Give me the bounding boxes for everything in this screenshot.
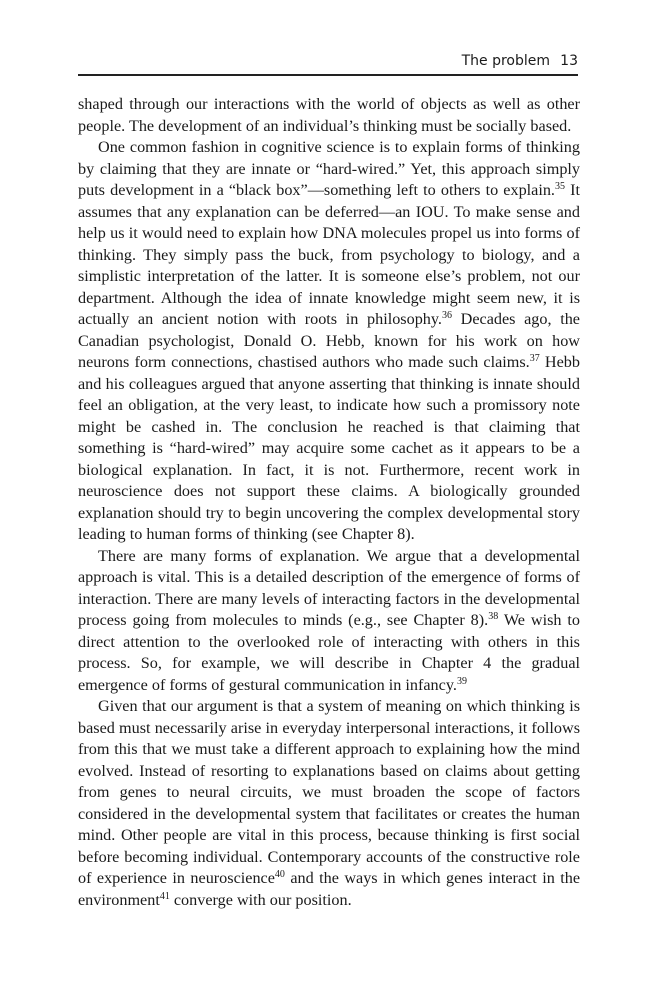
- paragraph: [78, 137, 580, 546]
- footnote-ref[interactable]: 35: [554, 181, 565, 192]
- text-run: There are many forms of explanation. We argue that a developmental approach is vital. This is a detailed description of the emergence of forms of interaction. There are many levels of interacting factors in the developmental process going from molecules to minds (e.g., see Chapter 8).: [78, 546, 580, 629]
- text-run: Hebb and his colleagues argued that anyone asserting that thinking is innate should feel an obligation, at the very least, to indicate how such a promissory note might be cashed in. The conclusion he reached is that claiming that something is “hard-wired” may acquire some cachet as it appears to be a biological explanation. In fact, it is not. Furthermore, recent work in neuroscience does not support these claims. A biologically grounded explanation should try to begin uncovering the complex developmental story leading to human forms of thinking (see Chapter 8).: [78, 353, 580, 543]
- footnote-ref[interactable]: 41: [159, 890, 170, 902]
- footnote-ref[interactable]: 37: [529, 353, 540, 364]
- footnote-ref[interactable]: 36: [441, 310, 452, 321]
- text-run: One common fashion in cognitive science is to explain forms of thinking by claiming that they are innate or “hard-wired.” Yet, this approach simply puts development in a “black box”—something left to others to explain.: [78, 138, 580, 199]
- paragraph: [78, 94, 580, 137]
- footnote-ref[interactable]: 39: [456, 675, 467, 687]
- text-run: It assumes that any explanation can be deferred—an IOU. To make sense and help us it would need to explain how DNA molecules propel us into forms of thinking. They simply pass the buck, from psychology to biology, and a simplistic interpretation of the latter. It is someone else’s problem, not our department. Although the idea of innate knowledge might seem new, it is actually an ancient notion with roots in philosophy.: [78, 181, 580, 328]
- paragraph: [78, 546, 580, 697]
- text-run: Decades ago, the Canadian psychologist, Donald O. Hebb, known for his work on how neurons form connections, chastised authors who made such claims.: [78, 310, 580, 371]
- running-title: The problem: [461, 53, 550, 69]
- text-run: converge with our position.: [169, 890, 352, 909]
- body-text: [78, 94, 580, 911]
- footnote-ref[interactable]: 38: [488, 611, 499, 622]
- footnote-ref[interactable]: 40: [274, 869, 285, 880]
- text-run: and the ways in which genes interact in the environment: [78, 869, 581, 909]
- text-run: We wish to direct attention to the overlooked role of interacting with others in this process. So, for example, we will describe in Chapter 4 the gradual emergence of forms of gestural communication in infancy.: [78, 611, 581, 694]
- page-number: 13: [560, 53, 578, 69]
- running-header: [78, 52, 578, 76]
- paragraph: [78, 696, 580, 911]
- text-run: shaped through our interactions with the world of objects as well as other people. The development of an individual’s thinking must be socially based.: [78, 95, 580, 135]
- text-run: Given that our argument is that a system of meaning on which thinking is based must necessarily arise in everyday interpersonal interactions, it follows from this that we must take a different approach to explaining how the mind evolved. Instead of resorting to explanations based on claims about getting from genes to neural circuits, we must broaden the scope of factors considered in the developmental system that facilitates or creates the human mind. Other people are vital in this process, because thinking is first social before becoming individual. Contemporary accounts of the constructive role of experience in neuroscience: [78, 697, 580, 887]
